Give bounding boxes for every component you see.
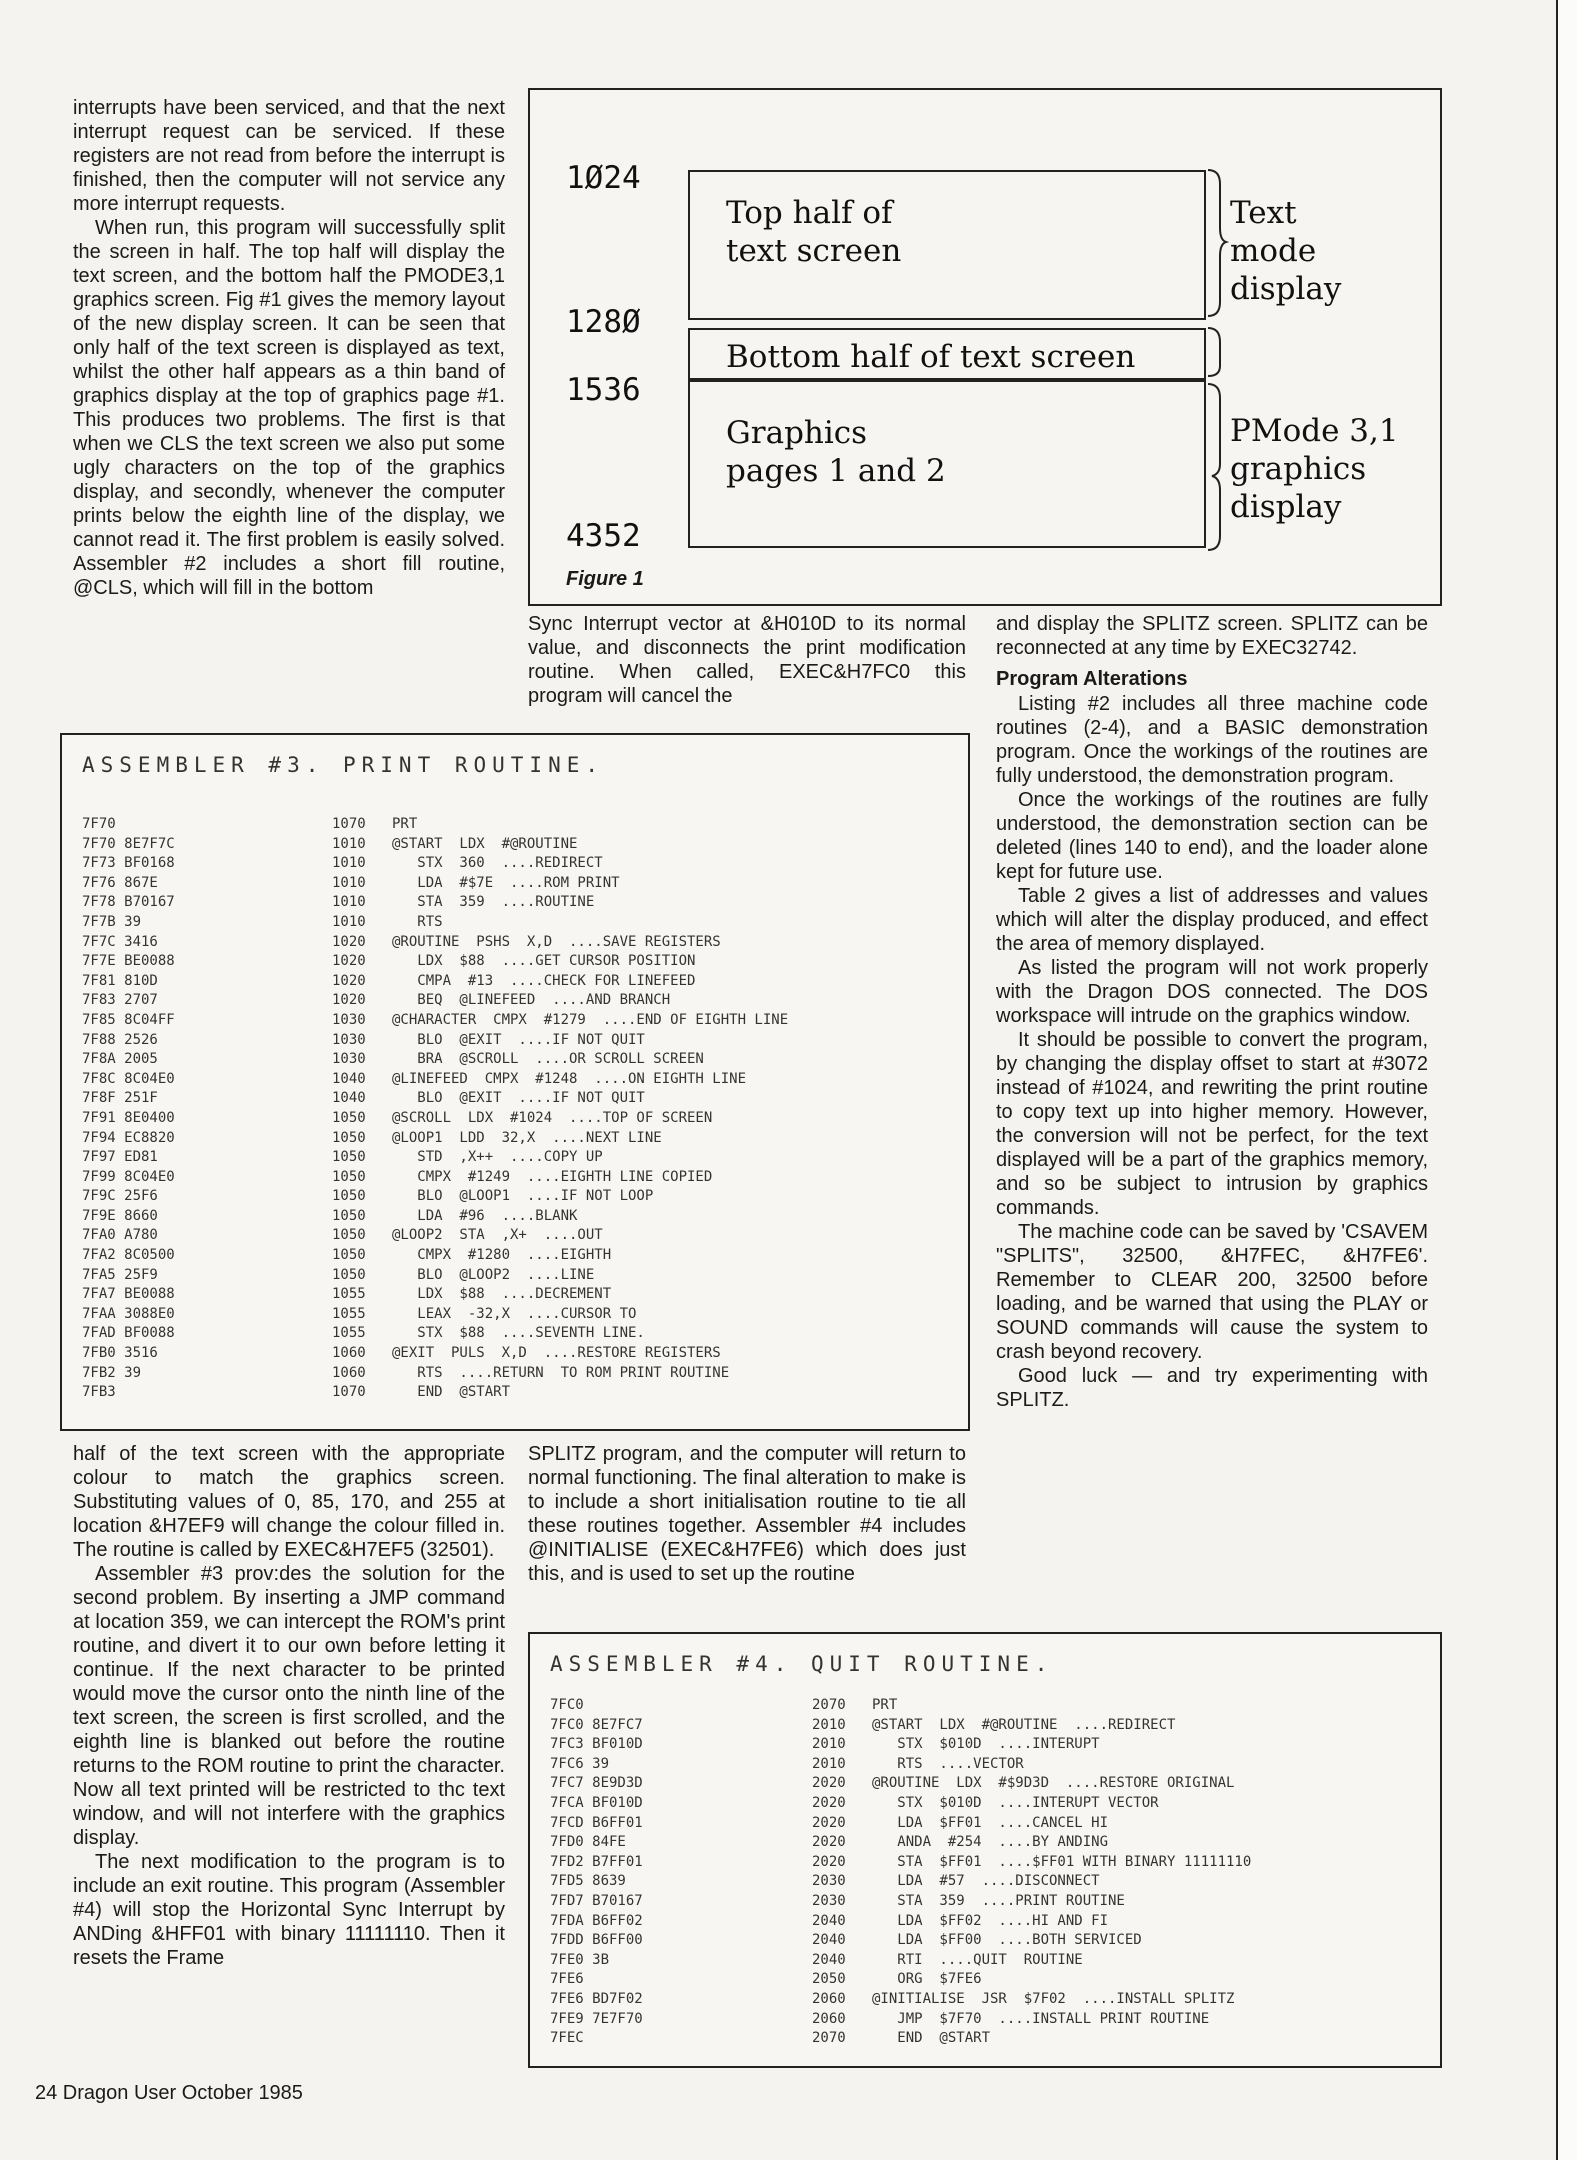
code-statement: BLO @LOOP2 ....LINE: [392, 1266, 595, 1283]
code-line-number: 1050: [332, 1149, 366, 1166]
code-line-number: 2010: [812, 1755, 846, 1772]
column-1-bottom: [73, 1442, 505, 1970]
code-line: [82, 1226, 788, 1246]
code-statement: LDX $88 ....GET CURSOR POSITION: [392, 953, 696, 970]
code-statement: LDX $88 ....DECREMENT: [392, 1286, 612, 1303]
code-statement: LDA #96 ....BLANK: [392, 1207, 578, 1224]
code-statement: STA $FF01 ....$FF01 WITH BINARY 11111110: [872, 1853, 1252, 1870]
code-line: [82, 1266, 788, 1286]
code-line: [82, 1344, 788, 1364]
code-line: [82, 1324, 788, 1344]
code-address: 7FE0 3B: [550, 1951, 610, 1968]
code-line-number: 1020: [332, 953, 366, 970]
code-line: [82, 1050, 788, 1070]
code-address: 7F8A 2005: [82, 1051, 158, 1068]
paragraph: Table 2 gives a list of addresses and values which will alter the display produced, and effect the area of memory displayed.: [996, 885, 1428, 955]
text-mode-label: Text: [1230, 195, 1297, 231]
top-box-line: text screen: [726, 233, 902, 269]
code-address: 7FDD B6FF00: [550, 1932, 643, 1949]
code-line-number: 1010: [332, 855, 366, 872]
code-address: 7F9E 8660: [82, 1207, 158, 1224]
code-line-number: 1030: [332, 1031, 366, 1048]
assembler-4-listing: [528, 1632, 1442, 2068]
paragraph: The next modification to the program is to include an exit routine. This program (Assembler #4) will stop the Horizontal Sync Interrupt by ANDing &HFF01 with binary 11111110. Then it resets the Frame: [73, 1851, 505, 1969]
code-line: [550, 1794, 1251, 1814]
code-address: 7F91 8E0400: [82, 1109, 175, 1126]
code-address: 7FA2 8C0500: [82, 1247, 175, 1264]
figure-1: [528, 88, 1442, 606]
code-address: 7FC0 8E7FC7: [550, 1716, 643, 1733]
code-line-number: 1020: [332, 933, 366, 950]
code-statement: STD ,X++ ....COPY UP: [392, 1149, 603, 1166]
page-footer: 24 Dragon User October 1985: [35, 2082, 303, 2104]
code-line: [82, 913, 788, 933]
code-statement: @START LDX #@ROUTINE: [392, 835, 578, 852]
code-statement: @LOOP2 STA ,X+ ....OUT: [392, 1227, 603, 1244]
code-line: [550, 1892, 1251, 1912]
code-address: 7FE6 BD7F02: [550, 1990, 643, 2007]
code-line-number: 1060: [332, 1364, 366, 1381]
address-label: 4352: [566, 518, 641, 554]
code-address: 7FE9 7E7F70: [550, 2010, 643, 2027]
code-line-number: 2010: [812, 1736, 846, 1753]
code-statement: @EXIT PULS X,D ....RESTORE REGISTERS: [392, 1345, 721, 1362]
text-mode-label: mode: [1230, 233, 1317, 269]
code-line-number: 1055: [332, 1286, 366, 1303]
code-address: 7F81 810D: [82, 972, 158, 989]
code-statement: @CHARACTER CMPX #1279 ....END OF EIGHTH LINE: [392, 1011, 789, 1028]
code-address: 7FD5 8639: [550, 1873, 626, 1890]
code-statement: @ROUTINE PSHS X,D ....SAVE REGISTERS: [392, 933, 721, 950]
code-line: [82, 1070, 788, 1090]
paragraph: and display the SPLITZ screen. SPLITZ can be reconnected at any time by EXEC32742.: [996, 613, 1428, 659]
code-line: [550, 1696, 1251, 1716]
code-address: 7F94 EC8820: [82, 1129, 175, 1146]
code-address: 7FE6: [550, 1971, 584, 1988]
code-line-number: 2070: [812, 2030, 846, 2047]
paragraph: As listed the program will not work properly with the Dragon DOS connected. The DOS workspace will intrude on the graphics window.: [996, 957, 1428, 1027]
figure-caption: Figure 1: [566, 568, 644, 590]
code-statement: STX $010D ....INTERUPT: [872, 1736, 1100, 1753]
code-line-number: 1050: [332, 1247, 366, 1264]
code-statement: STX $010D ....INTERUPT VECTOR: [872, 1794, 1159, 1811]
code-line: [82, 1168, 788, 1188]
code-address: 7F78 B70167: [82, 894, 175, 911]
code-line: [550, 1970, 1251, 1990]
code-statement: LDA #$7E ....ROM PRINT: [392, 874, 620, 891]
code-statement: LEAX -32,X ....CURSOR TO: [392, 1305, 637, 1322]
code-line: [82, 972, 788, 992]
code-line: [82, 1305, 788, 1325]
code-line-number: 1060: [332, 1345, 366, 1362]
paragraph: Once the workings of the routines are fully understood, the demonstration section can be deleted (lines 140 to end), and the loader alone kept for future use.: [996, 789, 1428, 883]
column-2-top: [528, 612, 966, 708]
code-statement: @LOOP1 LDD 32,X ....NEXT LINE: [392, 1129, 662, 1146]
code-line-number: 1040: [332, 1070, 366, 1087]
code-statement: @START LDX #@ROUTINE ....REDIRECT: [872, 1716, 1176, 1733]
code-line-number: 1010: [332, 913, 366, 930]
code-line-number: 2040: [812, 1951, 846, 1968]
code-line-number: 1070: [332, 1384, 366, 1401]
graphics-box-line: Graphics: [726, 415, 868, 451]
code-address: 7FCA BF010D: [550, 1794, 643, 1811]
code-line: [82, 933, 788, 953]
code-line: [82, 1011, 788, 1031]
code-address: 7FAA 3088E0: [82, 1305, 175, 1322]
code-line-number: 1055: [332, 1305, 366, 1322]
code-address: 7FB2 39: [82, 1364, 142, 1381]
code-address: 7F9C 25F6: [82, 1188, 158, 1205]
code-statement: END @START: [872, 2030, 991, 2047]
code-line: [82, 1246, 788, 1266]
code-statement: RTS: [392, 913, 443, 930]
code-statement: STX 360 ....REDIRECT: [392, 855, 603, 872]
code-line: [82, 1364, 788, 1384]
code-line-number: 1020: [332, 972, 366, 989]
code-address: 7F70: [82, 816, 116, 832]
code-statement: BLO @LOOP1 ....IF NOT LOOP: [392, 1188, 654, 1205]
paragraph: interrupts have been serviced, and that the next interrupt request can be serviced. If these registers are not read from before the interrupt is finished, then the computer will not service any more interrupt requests.: [73, 97, 505, 215]
code-line: [82, 815, 788, 835]
code-line-number: 1050: [332, 1129, 366, 1146]
code-address: 7FB0 3516: [82, 1345, 158, 1362]
code-line: [550, 1735, 1251, 1755]
code-line-number: 2060: [812, 1990, 846, 2007]
code-statement: @INITIALISE JSR $7F02 ....INSTALL SPLITZ: [872, 1990, 1235, 2007]
code-statement: @LINEFEED CMPX #1248 ....ON EIGHTH LINE: [392, 1070, 747, 1087]
code-line: [82, 1383, 788, 1403]
code-line: [550, 1872, 1251, 1892]
code-address: 7FEC: [550, 2030, 584, 2047]
code-address: 7FCD B6FF01: [550, 1814, 643, 1831]
code-address: 7F70 8E7F7C: [82, 835, 175, 852]
paragraph: half of the text screen with the appropriate colour to match the graphics screen. Substituting values of 0, 85, 170, and 255 at location &H7EF9 will change the colour filled in. The routine is called by EXEC&H7EF5 (32501).: [73, 1443, 505, 1561]
code-statement: @SCROLL LDX #1024 ....TOP OF SCREEN: [392, 1109, 713, 1126]
code-statement: PRT: [872, 1697, 898, 1713]
listing-rows: [82, 815, 788, 1403]
listing-title: ASSEMBLER #4. QUIT ROUTINE.: [550, 1652, 1054, 1676]
top-box-line: Top half of: [726, 195, 893, 231]
code-address: 7F7C 3416: [82, 933, 158, 950]
address-label: 1Ø24: [566, 160, 641, 196]
right-page-edge: [1556, 0, 1577, 2160]
code-line-number: 1030: [332, 1051, 366, 1068]
graphics-display-label: PMode 3,1: [1230, 413, 1399, 449]
code-line-number: 2060: [812, 2010, 846, 2027]
section-heading: Program Alterations: [996, 668, 1188, 690]
code-line: [550, 1755, 1251, 1775]
column-1-top: [73, 96, 505, 600]
code-statement: PRT: [392, 816, 418, 832]
code-line: [550, 1774, 1251, 1794]
code-statement: STX $88 ....SEVENTH LINE.: [392, 1325, 645, 1342]
code-statement: LDA $FF00 ....BOTH SERVICED: [872, 1932, 1142, 1949]
paragraph: SPLITZ program, and the computer will return to normal functioning. The final alteration to make is to include a short initialisation routine to tie all these routines together. Assembler #4 includes @INITIALISE (EXEC&H7FE6) which does just this, and is used to set up the routine: [528, 1443, 966, 1585]
code-line-number: 2020: [812, 1814, 846, 1831]
code-line-number: 1010: [332, 874, 366, 891]
code-line-number: 1040: [332, 1090, 366, 1107]
code-line: [82, 835, 788, 855]
code-statement: END @START: [392, 1384, 511, 1401]
code-line-number: 2030: [812, 1892, 846, 1909]
code-line: [82, 1207, 788, 1227]
code-address: 7F8C 8C04E0: [82, 1070, 175, 1087]
code-statement: JMP $7F70 ....INSTALL PRINT ROUTINE: [872, 2010, 1210, 2027]
address-label: 128Ø: [566, 304, 641, 340]
middle-box-text: Bottom half of text screen: [726, 339, 1136, 375]
code-line-number: 1050: [332, 1168, 366, 1185]
code-address: 7F7E BE0088: [82, 953, 175, 970]
paragraph: When run, this program will successfully split the screen in half. The top half will display the text screen, and the bottom half the PMODE3,1 graphics screen. Fig #1 gives the memory layout of the new display screen. It can be seen that only half of the text screen is displayed as text, whilst the other half appears as a thin band of graphics display at the top of graphics page #1. This produces two problems. The first is that when we CLS the text screen we also put some ugly characters on the top of the graphics display, and secondly, whenever the computer prints below the eighth line of the display, we cannot read it. The first problem is easily solved. Assembler #2 includes a short fill routine, @CLS, which will fill in the bottom: [73, 217, 505, 599]
code-statement: BLO @EXIT ....IF NOT QUIT: [392, 1090, 645, 1107]
code-address: 7FD7 B70167: [550, 1892, 643, 1909]
column-2-bottom: [528, 1442, 966, 1586]
code-line: [550, 1990, 1251, 2010]
code-statement: STA 359 ....PRINT ROUTINE: [872, 1892, 1125, 1909]
graphics-display-label: graphics: [1230, 451, 1367, 487]
code-statement: CMPX #1249 ....EIGHTH LINE COPIED: [392, 1168, 713, 1185]
code-line-number: 2010: [812, 1716, 846, 1733]
code-line-number: 1055: [332, 1325, 366, 1342]
code-line: [82, 952, 788, 972]
code-statement: LDA #57 ....DISCONNECT: [872, 1873, 1100, 1890]
code-address: 7F73 BF0168: [82, 855, 175, 872]
code-line-number: 1020: [332, 992, 366, 1009]
code-address: 7F97 ED81: [82, 1149, 158, 1166]
code-line-number: 1050: [332, 1266, 366, 1283]
paragraph: Assembler #3 prov:des the solution for the second problem. By inserting a JMP command at location 359, we can intercept the ROM's print routine, and divert it to our own before letting it continue. If the next character to be printed would move the cursor onto the ninth line of the text screen, the screen is first scrolled, and the eighth line is blanked out before the routine returns to the ROM routine to print the character. Now all text printed will be restricted to thc text window, and will not interfere with the graphics display.: [73, 1563, 505, 1849]
paragraph: Good luck — and try experimenting with SPLITZ.: [996, 1365, 1428, 1411]
code-statement: @ROUTINE LDX #$9D3D ....RESTORE ORIGINAL: [872, 1775, 1235, 1792]
code-line-number: 2020: [812, 1775, 846, 1792]
code-line-number: 1010: [332, 894, 366, 911]
code-line: [550, 2029, 1251, 2049]
code-line-number: 2040: [812, 1932, 846, 1949]
code-statement: STA 359 ....ROUTINE: [392, 894, 595, 911]
graphics-box-line: pages 1 and 2: [726, 453, 946, 489]
code-line: [550, 1931, 1251, 1951]
code-line-number: 2070: [812, 1697, 846, 1713]
code-line: [550, 1951, 1251, 1971]
code-statement: BRA @SCROLL ....OR SCROLL SCREEN: [392, 1051, 704, 1068]
code-line-number: 2050: [812, 1971, 846, 1988]
listing-title: ASSEMBLER #3. PRINT ROUTINE.: [82, 753, 605, 777]
code-statement: RTS ....RETURN TO ROM PRINT ROUTINE: [392, 1364, 730, 1381]
code-line-number: 1010: [332, 835, 366, 852]
code-address: 7FB3: [82, 1384, 116, 1401]
code-line: [550, 2010, 1251, 2030]
code-address: 7FA5 25F9: [82, 1266, 158, 1283]
code-line-number: 2030: [812, 1873, 846, 1890]
code-line-number: 2040: [812, 1912, 846, 1929]
code-line-number: 2020: [812, 1794, 846, 1811]
code-statement: BLO @EXIT ....IF NOT QUIT: [392, 1031, 645, 1048]
code-line: [82, 991, 788, 1011]
code-address: 7F76 867E: [82, 874, 158, 891]
code-statement: ORG $7FE6: [872, 1971, 982, 1988]
code-statement: LDA $FF02 ....HI AND FI: [872, 1912, 1109, 1929]
code-line: [82, 874, 788, 894]
code-address: 7FA7 BE0088: [82, 1286, 175, 1303]
code-address: 7FD0 84FE: [550, 1834, 626, 1851]
code-line: [550, 1814, 1251, 1834]
code-statement: ANDA #254 ....BY ANDING: [872, 1834, 1109, 1851]
code-address: 7F85 8C04FF: [82, 1011, 175, 1028]
paragraph: The machine code can be saved by 'CSAVEM "SPLITS", 32500, &H7FEC, &H7FE6'. Remember to CLEAR 200, 32500 before loading, and be warned that using the PLAY or SOUND commands will cause the system to crash beyond recovery.: [996, 1221, 1428, 1363]
code-line: [82, 893, 788, 913]
code-statement: BEQ @LINEFEED ....AND BRANCH: [392, 992, 671, 1009]
code-address: 7FC6 39: [550, 1755, 610, 1772]
address-label: 1536: [566, 372, 641, 408]
code-line: [82, 1148, 788, 1168]
code-line: [550, 1716, 1251, 1736]
paragraph: Listing #2 includes all three machine code routines (2-4), and a BASIC demonstration program. Once the workings of the routines are fully understood, the demonstration program.: [996, 693, 1428, 787]
code-address: 7FAD BF0088: [82, 1325, 175, 1342]
code-statement: CMPX #1280 ....EIGHTH: [392, 1247, 612, 1264]
code-line-number: 2020: [812, 1853, 846, 1870]
code-line: [82, 1031, 788, 1051]
listing-rows: [550, 1696, 1251, 2049]
column-3: [996, 612, 1428, 1412]
code-statement: RTS ....VECTOR: [872, 1755, 1024, 1772]
code-address: 7F7B 39: [82, 913, 142, 930]
code-line: [82, 1187, 788, 1207]
code-line: [550, 1833, 1251, 1853]
code-address: 7FC7 8E9D3D: [550, 1775, 643, 1792]
code-line: [82, 1285, 788, 1305]
code-line: [82, 1109, 788, 1129]
code-line: [82, 1089, 788, 1109]
text-mode-label: display: [1230, 271, 1342, 307]
code-line-number: 1070: [332, 816, 366, 832]
paragraph: It should be possible to convert the program, by changing the display offset to start at #3072 instead of #1024, and rewriting the print routine to copy text up into higher memory. However, the conversion will not be perfect, for the text displayed will be a part of the graphics memory, and so be subject to intrusion by graphics commands.: [996, 1029, 1428, 1219]
code-address: 7F88 2526: [82, 1031, 158, 1048]
code-address: 7FC0: [550, 1697, 584, 1713]
code-line: [82, 1129, 788, 1149]
code-address: 7F8F 251F: [82, 1090, 158, 1107]
code-statement: RTI ....QUIT ROUTINE: [872, 1951, 1083, 1968]
code-line-number: 2020: [812, 1834, 846, 1851]
code-line-number: 1050: [332, 1188, 366, 1205]
code-address: 7FD2 B7FF01: [550, 1853, 643, 1870]
code-line: [550, 1912, 1251, 1932]
code-address: 7F83 2707: [82, 992, 158, 1009]
assembler-3-listing: [60, 733, 970, 1431]
code-line: [550, 1853, 1251, 1873]
code-address: 7FC3 BF010D: [550, 1736, 643, 1753]
code-statement: CMPA #13 ....CHECK FOR LINEFEED: [392, 972, 696, 989]
code-line-number: 1050: [332, 1227, 366, 1244]
code-address: 7F99 8C04E0: [82, 1168, 175, 1185]
code-statement: LDA $FF01 ....CANCEL HI: [872, 1814, 1109, 1831]
code-address: 7FA0 A780: [82, 1227, 158, 1244]
code-line: [82, 854, 788, 874]
code-line-number: 1030: [332, 1011, 366, 1028]
paragraph: Sync Interrupt vector at &H010D to its normal value, and disconnects the print modification routine. When called, EXEC&H7FC0 this program will cancel the: [528, 613, 966, 707]
code-address: 7FDA B6FF02: [550, 1912, 643, 1929]
code-line-number: 1050: [332, 1109, 366, 1126]
graphics-display-label: display: [1230, 489, 1342, 525]
code-line-number: 1050: [332, 1207, 366, 1224]
